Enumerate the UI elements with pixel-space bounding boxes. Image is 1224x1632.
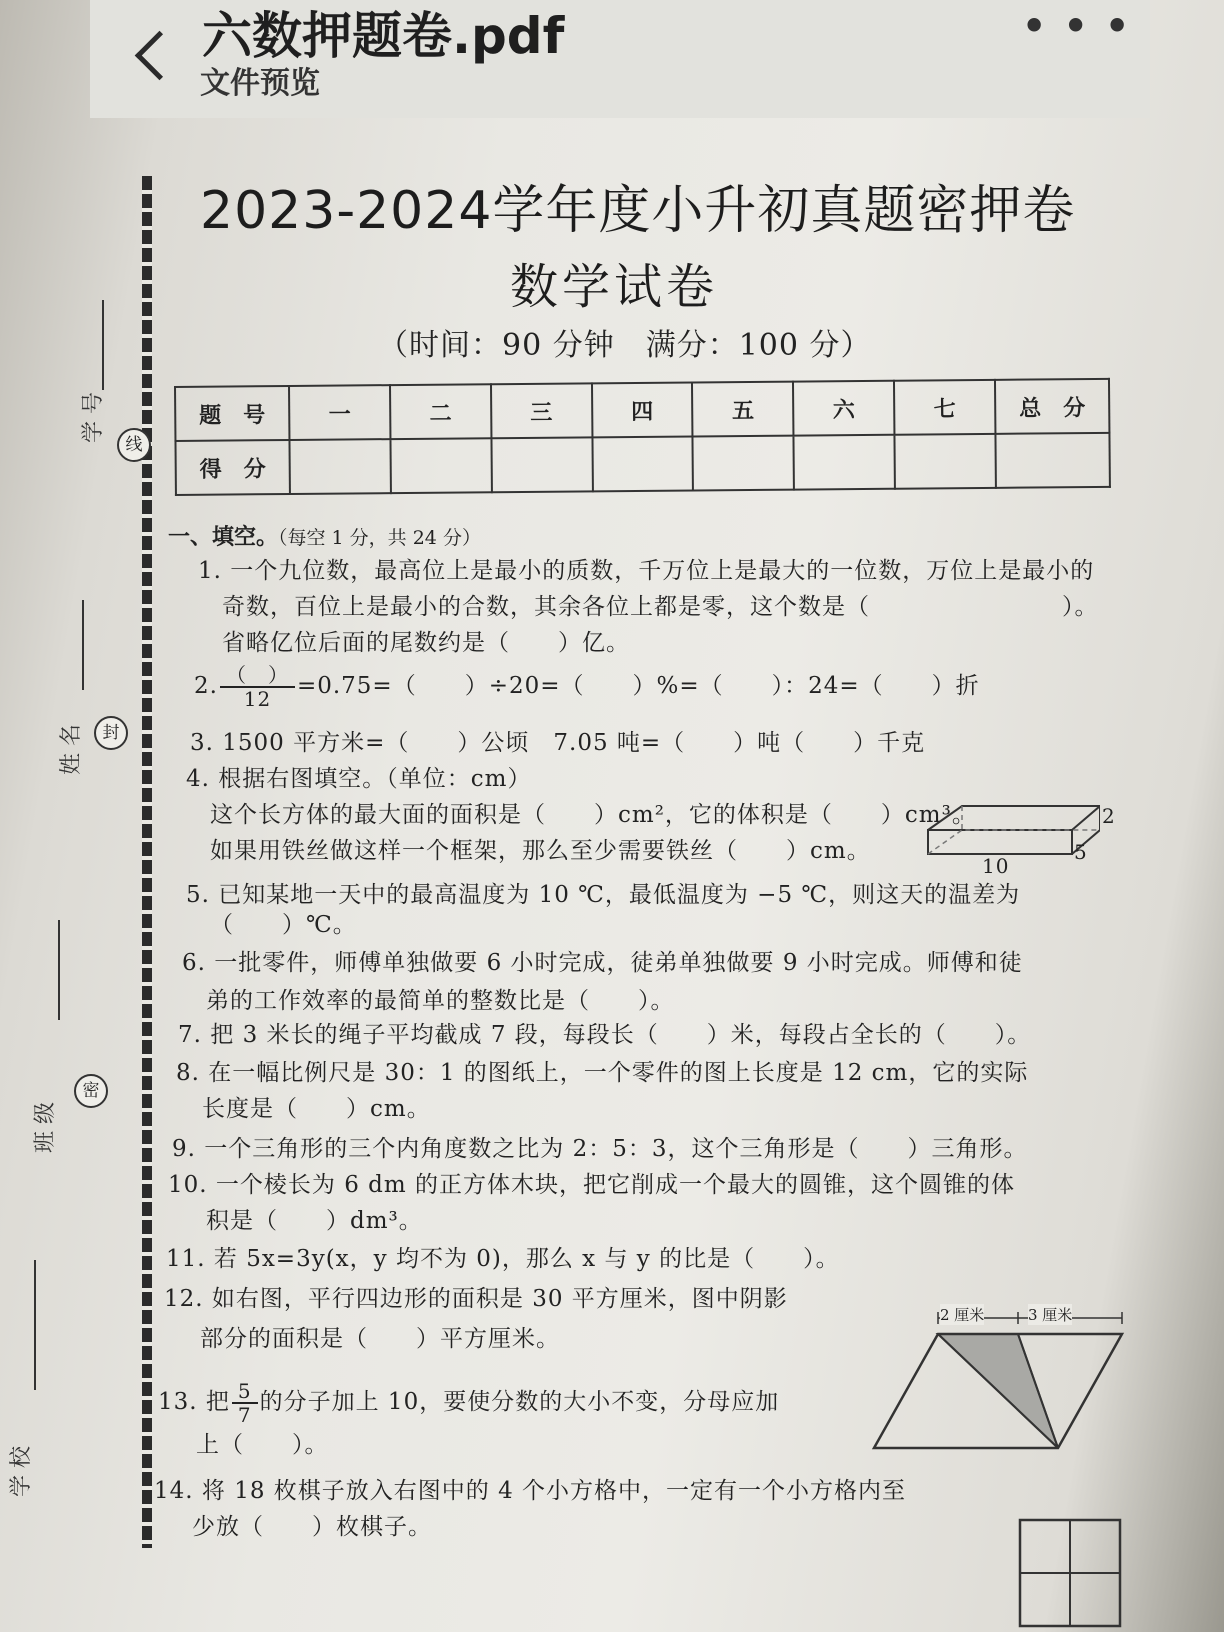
fraction	[220, 664, 295, 710]
question-2-text: =0.75=（ ）÷20=（ ）%=（ ）：24=（ ）折	[296, 673, 980, 699]
table-cell	[895, 434, 996, 489]
question-2-number: 2.	[194, 673, 218, 699]
question-10-line-2: 积是（ ）dm³。	[206, 1208, 423, 1234]
back-button[interactable]	[128, 30, 182, 84]
fraction-denominator: 7	[237, 1403, 252, 1427]
question-1-line-1: 1. 一个九位数，最高位上是最小的质数，千万位上是最大的一位数，万位上是最小的	[198, 558, 1095, 584]
four-square-grid-figure	[1018, 1518, 1122, 1628]
fraction-denominator: 12	[243, 687, 272, 711]
section-note: （每空 1 分，共 24 分）	[278, 527, 481, 549]
question-7: 7. 把 3 米长的绳子平均截成 7 段，每段长（ ）米，每段占全长的（ ）。	[178, 1022, 1032, 1048]
question-4-line-3: 如果用铁丝做这样一个框架，那么至少需要铁丝（ ）cm。	[210, 838, 871, 864]
table-cell: 题 号	[175, 386, 289, 441]
question-12-line-2: 部分的面积是（ ）平方厘米。	[200, 1326, 560, 1352]
table-cell	[491, 437, 592, 492]
question-10-line-1: 10. 一个棱长为 6 dm 的正方体木块，把它削成一个最大的圆锥，这个圆锥的体	[168, 1172, 1015, 1198]
question-5-line-1: 5. 已知某地一天中的最高温度为 10 ℃，最低温度为 −5 ℃，则这天的温差为	[186, 882, 1021, 908]
table-cell: 得 分	[175, 440, 289, 495]
name-label: 姓 名	[59, 724, 84, 775]
fraction	[232, 1380, 258, 1426]
table-cell: 四	[592, 382, 693, 437]
file-preview-label: 文件预览	[200, 66, 320, 101]
question-3: 3. 1500 平方米=（ ）公顷 7.05 吨=（ ）吨（ ）千克	[190, 730, 926, 756]
table-cell: 三	[491, 383, 592, 438]
table-cell	[693, 436, 794, 491]
parallelogram-label-right: 3 厘米	[1028, 1306, 1073, 1324]
exam-time-info: （时间：90 分钟 满分：100 分）	[378, 328, 872, 363]
binding-mark-seal: 封	[94, 716, 128, 750]
fraction-numerator: 5	[232, 1380, 258, 1404]
question-13-text: 的分子加上 10，要使分数的大小不变，分母应加	[259, 1389, 780, 1415]
question-1-line-3: 省略亿位后面的尾数约是（ ）亿。	[222, 630, 630, 656]
class-line	[58, 920, 60, 1020]
score-table	[174, 378, 1111, 496]
school-label: 学 校	[9, 1446, 34, 1497]
exam-title: 2023-2024学年度小升初真题密押卷	[200, 181, 1076, 241]
fraction-numerator: （ ）	[220, 664, 295, 688]
binding-mark-secret: 密	[74, 1074, 108, 1108]
name-line	[82, 600, 84, 690]
question-2	[194, 664, 980, 710]
table-cell	[289, 439, 390, 494]
score-table-header-row	[175, 379, 1109, 441]
table-cell: 七	[894, 380, 995, 435]
question-13-line-2: 上（ ）。	[196, 1432, 329, 1458]
file-title: 六数押题卷.pdf	[202, 7, 565, 65]
score-table-score-row	[175, 433, 1109, 495]
question-6-line-2: 弟的工作效率的最简单的整数比是（ ）。	[206, 988, 675, 1014]
table-cell	[592, 436, 693, 491]
cuboid-height-label: 2	[1102, 804, 1116, 828]
table-cell	[390, 438, 491, 493]
cuboid-length-label: 10	[982, 854, 1010, 878]
more-horizontal-icon: • • •	[1022, 4, 1132, 48]
question-5-line-2: （ ）℃。	[210, 912, 357, 938]
table-cell: 二	[390, 384, 491, 439]
table-cell: 总 分	[995, 379, 1109, 434]
cuboid-width-label: 5	[1074, 840, 1088, 864]
question-8-line-1: 8. 在一幅比例尺是 30：1 的图纸上，一个零件的图上长度是 12 cm，它的实际	[176, 1060, 1029, 1086]
table-cell: 六	[793, 381, 894, 436]
question-9: 9. 一个三角形的三个内角度数之比为 2：5：3，这个三角形是（ ）三角形。	[172, 1136, 1028, 1162]
section-title: 一、填空。	[168, 524, 279, 550]
question-4-line-2: 这个长方体的最大面的面积是（ ）cm²，它的体积是（ ）cm³。	[210, 802, 976, 828]
binding-mark-line: 线	[117, 428, 151, 462]
chevron-left-icon	[135, 31, 184, 80]
question-8-line-2: 长度是（ ）cm。	[202, 1096, 431, 1122]
table-cell: 五	[692, 382, 793, 437]
question-13	[158, 1380, 779, 1426]
question-4-line-1: 4. 根据右图填空。（单位：cm）	[186, 766, 532, 792]
parallelogram-figure	[866, 1310, 1128, 1460]
table-cell	[794, 435, 895, 490]
question-1-line-2: 奇数，百位上是最小的合数，其余各位上都是零，这个数是（ ）。	[222, 594, 1099, 620]
exam-subtitle: 数学试卷	[510, 259, 719, 315]
school-line	[34, 1260, 36, 1390]
binding-line	[142, 176, 152, 1548]
table-cell	[995, 433, 1109, 488]
question-12-line-1: 12. 如右图，平行四边形的面积是 30 平方厘米，图中阴影	[164, 1286, 788, 1312]
table-cell: 一	[289, 385, 390, 440]
student-id-line	[102, 300, 104, 390]
more-options-button[interactable]	[1022, 4, 1131, 48]
student-id-label: 学 号	[81, 392, 106, 443]
class-label: 班 级	[33, 1102, 58, 1153]
parallelogram-label-left: 2 厘米	[940, 1306, 985, 1324]
question-13-number: 13. 把	[158, 1389, 230, 1415]
cuboid-figure	[920, 796, 1100, 880]
question-6-line-1: 6. 一批零件，师傅单独做要 6 小时完成，徒弟单独做要 9 小时完成。师傅和徒	[182, 950, 1023, 976]
question-14-line-2: 少放（ ）枚棋子。	[192, 1514, 432, 1540]
question-14-line-1: 14. 将 18 枚棋子放入右图中的 4 个小方格中，一定有一个小方格内至	[154, 1478, 907, 1504]
section-heading	[168, 520, 481, 551]
question-11: 11. 若 5x=3y(x，y 均不为 0)，那么 x 与 y 的比是（ ）。	[166, 1246, 840, 1272]
